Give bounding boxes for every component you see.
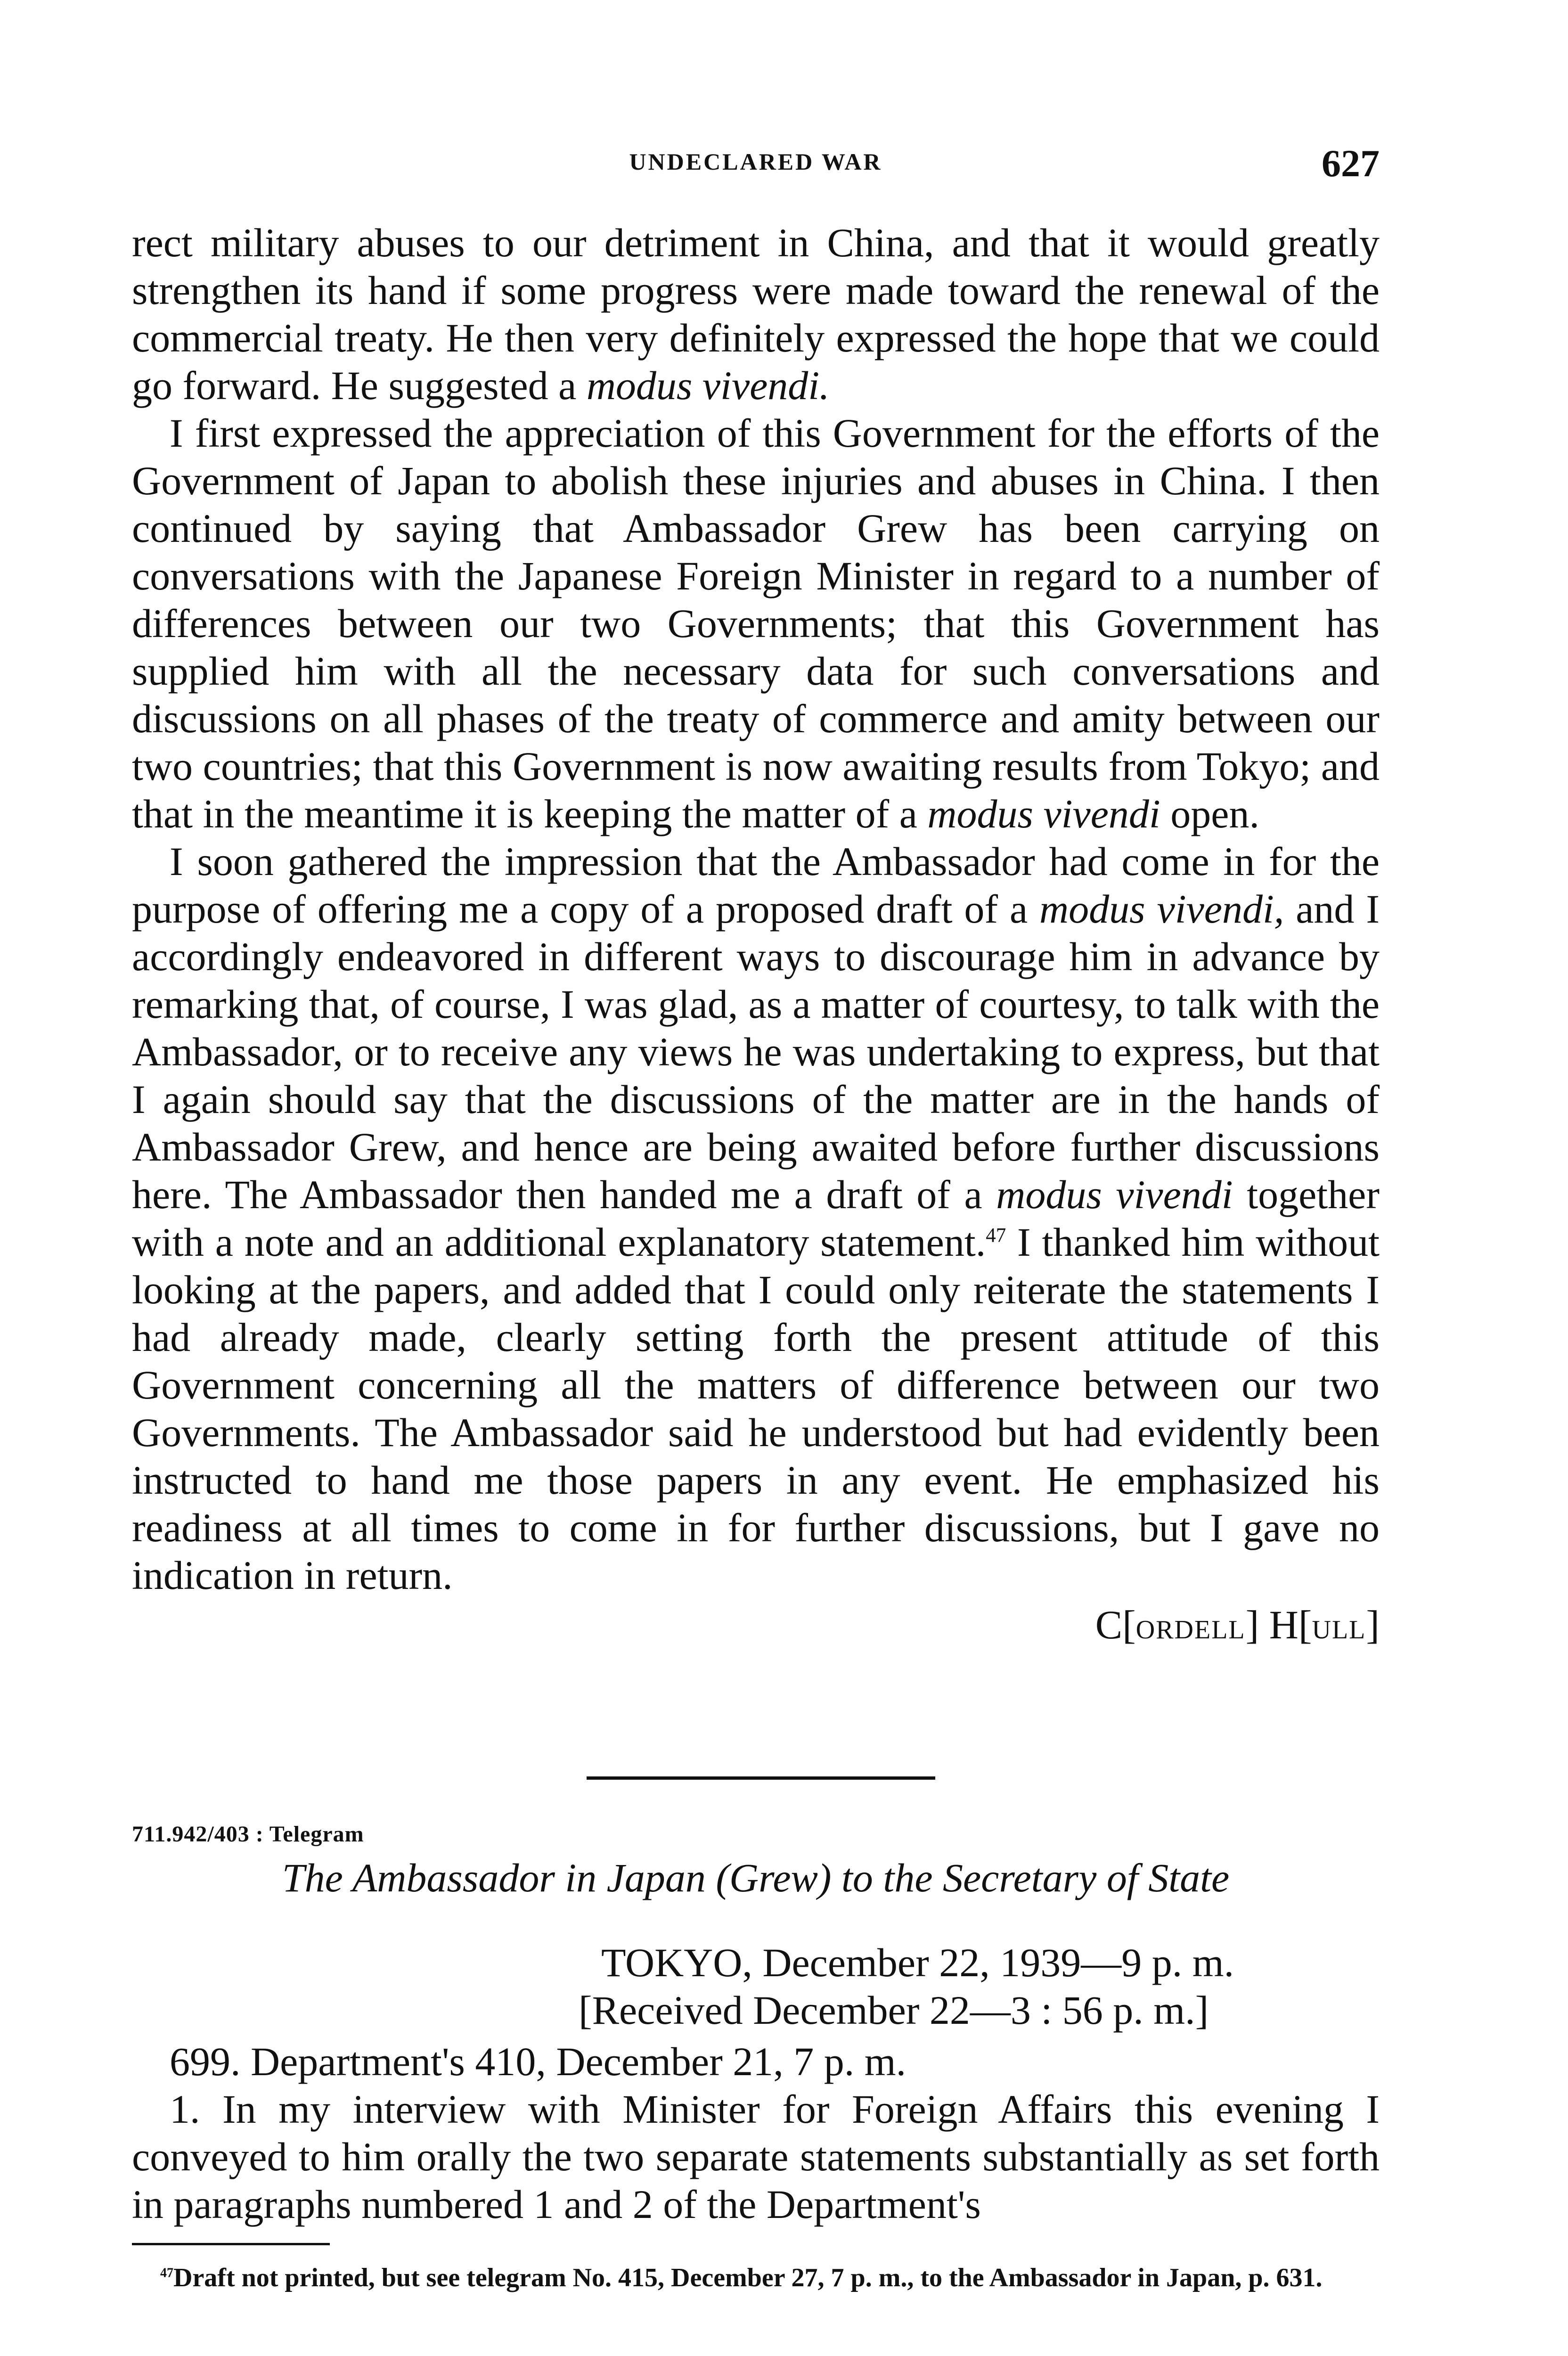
paragraph-1-italic-1: modus vivendi. [586, 363, 830, 408]
footnote-text: Draft not printed, but see telegram No. 415, December 27, 7 p. m., to the Ambassador in Japan, p. 631. [173, 2263, 1323, 2292]
page-number: 627 [1322, 142, 1380, 185]
footnote-mark: 47 [160, 2266, 173, 2281]
memorandum-body [132, 219, 1380, 1654]
document-heading: The Ambassador in Japan (Grew) to the Secretary of State [282, 1855, 1230, 1900]
paragraph-3-text-4: I thanked him without looking at the papers, and added that I could only reiterate the statements I had already made, clearly setting forth the present attitude of this Government concerning all the matters of difference between our two Governments. The Ambassador said he understood but had evidently been instructed to hand me those papers in any event. He emphasized his readiness at all times to come in for further discussions, but I gave no indication in return. [132, 1219, 1380, 1598]
paragraph-3-text-2: and I accordingly endeavored in different ways to discourage him in advance by remarking that, of course, I was glad, as a matter of courtesy, to talk with the Ambassador, or to receive any views he was undertaking to express, but that I again should say that the discussions of the matter are in the hands of Ambassador Grew, and hence are being awaited before further discussions here. The Ambassador then handed me a draft of a [132, 886, 1380, 1217]
paragraph-3 [132, 838, 1380, 1599]
paragraph-2-text-1: I first expressed the appreciation of this Government for the efforts of the Government of Japan to abolish these injuries and abuses in China. I then continued by saying that Ambassador Grew has been carrying on conversations with the Japanese Foreign Minister in regard to a number of differences between our two Governments; that this Government has supplied him with all the necessary data for such conversations and discussions on all phases of the treaty of commerce and amity between our two countries; that this Government is now awaiting results from Tokyo; and that in the meantime it is keeping the matter of a [132, 410, 1380, 836]
footnote-divider [132, 2243, 330, 2245]
paragraph-1-text-1: rect military abuses to our detriment in China, and that it would greatly strengthen its hand if some progress were made toward the renewal of the commercial treaty. He then very definitely expressed the hope that we could go forward. He suggested a [132, 220, 1380, 408]
signature-c: C[ [1095, 1602, 1136, 1647]
signature-ull: ULL [1312, 1615, 1366, 1644]
file-reference: 711.942/403 : Telegram [132, 1822, 364, 1847]
footnote-reference-47: 47 [986, 1224, 1006, 1247]
paragraph-3-italic-1: modus vivendi, [1039, 886, 1284, 932]
dateline [579, 1939, 1380, 2034]
signature [132, 1601, 1380, 1654]
dateline-received: [Received December 22—3 : 56 p. m.] [579, 1988, 1209, 2033]
running-head: UNDECLARED WAR [629, 148, 882, 175]
paragraph-3-text-1: I soon gathered the impression that the Ambassador had come in for the purpose of offering me a copy of a proposed draft of a [132, 839, 1380, 932]
telegram-paragraph-1: 1. In my interview with Minister for Foreign Affairs this evening I conveyed to him orally the two separate statements substantially as set forth in paragraphs numbered 1 and 2 of the Department's [132, 2086, 1380, 2227]
telegram-body [132, 2038, 1380, 2228]
paragraph-3-text-3: together with a note and an additional explanatory statement. [132, 1172, 1380, 1265]
footnote-47 [132, 2262, 1380, 2294]
paragraph-2-text-2: open. [1160, 791, 1259, 836]
paragraph-1 [132, 219, 1380, 409]
paragraph-3-italic-2: modus vivendi [996, 1172, 1233, 1217]
paragraph-2-italic-1: modus vivendi [927, 791, 1160, 836]
signature-ordell: ORDELL [1135, 1615, 1246, 1644]
page-header [132, 141, 1380, 188]
telegram-number-line: 699. Department's 410, December 21, 7 p. m. [170, 2039, 906, 2084]
section-divider [587, 1776, 935, 1780]
signature-end: ] [1366, 1602, 1380, 1647]
paragraph-2 [132, 409, 1380, 838]
dateline-sent: TOKYO, December 22, 1939—9 p. m. [601, 1940, 1234, 1985]
signature-mid: ] H[ [1245, 1602, 1312, 1647]
